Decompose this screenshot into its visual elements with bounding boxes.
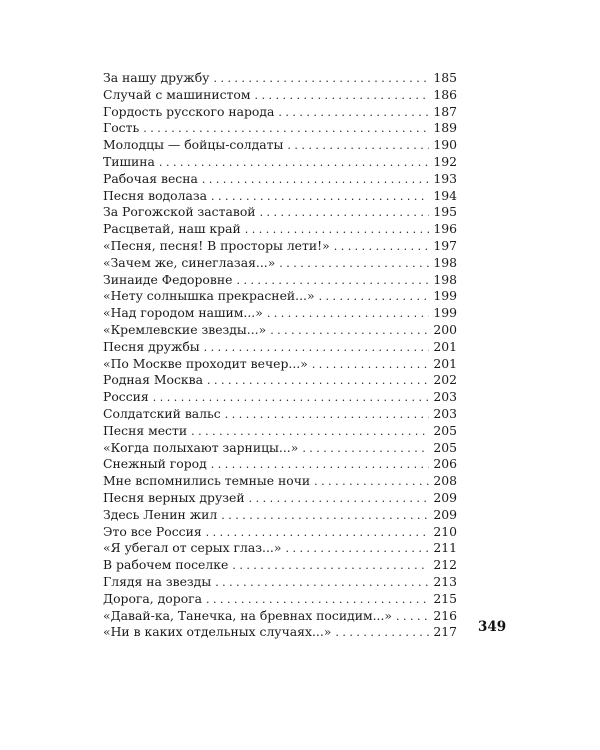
toc-entry-title: В рабочем поселке [103,557,229,573]
toc-dot-leader [314,474,429,491]
toc-entry-page: 197 [433,237,457,253]
toc-dot-leader [245,222,429,239]
toc-entry [103,322,457,339]
toc-entry-title: Песня верных друзей [103,489,245,505]
toc-entry [103,389,457,406]
toc-entry-title: Дорога, дорога [103,590,203,606]
toc-entry-page: 205 [433,422,457,438]
toc-entry-page: 210 [433,523,457,539]
toc-entry-title: Это все Россия [103,523,202,539]
toc-entry [103,288,457,305]
toc-entry [103,456,457,473]
table-of-contents [103,70,457,641]
toc-entry [103,372,457,389]
toc-entry-page: 196 [433,221,457,237]
toc-entry-title: «Я убегал от серых глаз...» [103,540,282,556]
toc-dot-leader [270,323,429,340]
toc-entry-title: За нашу дружбу [103,70,210,85]
toc-dot-leader [221,508,429,525]
toc-dot-leader [207,373,429,390]
toc-dot-leader [204,340,429,357]
toc-dot-leader [260,205,429,222]
toc-entry-page: 198 [433,254,457,270]
toc-entry [103,524,457,541]
toc-entry [103,137,457,154]
toc-dot-leader [319,289,429,306]
toc-entry-page: 192 [433,153,457,169]
toc-entry-page: 200 [433,321,457,337]
toc-entry-title: Здесь Ленин жил [103,506,218,522]
toc-entry [103,624,457,641]
toc-entry [103,339,457,356]
toc-entry-page: 202 [433,372,457,388]
toc-entry-title: Тишина [103,153,155,169]
toc-entry-title: Родная Москва [103,372,204,388]
toc-entry-page: 199 [433,288,457,304]
toc-entry-page: 209 [433,506,457,522]
toc-entry [103,221,457,238]
toc-entry-title: «Ни в каких отдельных случаях...» [103,624,332,640]
page-number: 349 [478,619,507,635]
toc-dot-leader [213,71,429,88]
toc-entry [103,490,457,507]
toc-dot-leader [206,525,429,542]
toc-dot-leader [211,457,429,474]
toc-entry-page: 213 [433,573,457,589]
toc-dot-leader [232,558,429,575]
toc-entry-title: Молодцы — бойцы-солдаты [103,137,284,153]
toc-entry-page: 206 [433,456,457,472]
toc-entry-page: 187 [433,103,457,119]
toc-entry [103,272,457,289]
toc-entry-page: 189 [433,120,457,136]
toc-entry-title: Солдатский вальс [103,405,221,421]
toc-entry [103,238,457,255]
toc-dot-leader [285,541,429,558]
toc-entry [103,204,457,221]
toc-entry-page: 193 [433,170,457,186]
toc-entry-title: Мне вспомнились темные ночи [103,473,311,489]
toc-entry-title: «Давай-ка, Танечка, на бревнах посидим...» [103,607,392,623]
toc-entry-title: «Когда полыхают зарницы...» [103,439,299,455]
toc-entry-title: Песня мести [103,422,188,438]
toc-entry-page: 209 [433,489,457,505]
toc-dot-leader [335,625,429,642]
toc-entry [103,188,457,205]
toc-entry-title: Снежный город [103,456,207,472]
toc-entry-page: 190 [433,137,457,153]
toc-entry-title: Рабочая весна [103,170,198,186]
toc-entry [103,154,457,171]
toc-dot-leader [287,138,429,155]
toc-entry-page: 216 [433,607,457,623]
toc-entry-title: Россия [103,389,149,405]
toc-entry-page: 217 [433,624,457,640]
toc-entry [103,87,457,104]
toc-entry [103,104,457,121]
toc-entry-page: 199 [433,305,457,321]
toc-entry-title: Песня дружбы [103,338,200,354]
toc-entry [103,70,457,87]
toc-entry [103,356,457,373]
toc-dot-leader [215,575,429,592]
toc-dot-leader [191,424,429,441]
toc-dot-leader [225,407,429,424]
toc-entry [103,507,457,524]
toc-entry-page: 211 [433,540,457,556]
toc-entry-title: Зинаиде Федоровне [103,271,233,287]
toc-dot-leader [302,441,429,458]
toc-entry-page: 215 [433,590,457,606]
toc-entry-page: 208 [433,473,457,489]
toc-entry-title: Песня водолаза [103,187,208,203]
toc-entry-page: 212 [433,557,457,573]
toc-dot-leader [267,306,429,323]
toc-dot-leader [211,189,429,206]
toc-entry [103,608,457,625]
toc-dot-leader [236,273,429,290]
toc-entry-title: «Кремлевские звезды...» [103,321,267,337]
toc-entry [103,440,457,457]
toc-entry [103,255,457,272]
toc-entry-page: 195 [433,204,457,220]
toc-entry [103,406,457,423]
toc-dot-leader [159,155,429,172]
toc-entry-page: 198 [433,271,457,287]
toc-dot-leader [334,239,429,256]
toc-entry-page: 185 [433,70,457,85]
toc-entry-page: 201 [433,338,457,354]
toc-dot-leader [279,256,429,273]
toc-entry [103,120,457,137]
toc-dot-leader [278,105,429,122]
toc-entry-title: «Над городом нашим...» [103,305,263,321]
toc-entry-page: 186 [433,86,457,102]
toc-entry-title: Гордость русского народа [103,103,275,119]
toc-entry-page: 205 [433,439,457,455]
toc-entry [103,423,457,440]
toc-dot-leader [153,390,429,407]
toc-entry-page: 194 [433,187,457,203]
toc-entry [103,557,457,574]
toc-dot-leader [206,592,429,609]
toc-dot-leader [396,609,429,626]
toc-dot-leader [255,88,429,105]
toc-entry-page: 201 [433,355,457,371]
toc-entry [103,171,457,188]
toc-dot-leader [312,357,429,374]
toc-entry-title: «Нету солнышка прекрасней...» [103,288,315,304]
toc-entry-title: Гость [103,120,140,136]
toc-dot-leader [249,491,429,508]
toc-entry [103,305,457,322]
toc-entry-page: 203 [433,405,457,421]
toc-entry-title: «Зачем же, синеглазая...» [103,254,276,270]
toc-entry [103,574,457,591]
toc-entry-title: За Рогожской заставой [103,204,256,220]
toc-entry [103,591,457,608]
toc-entry-title: Случай с машинистом [103,86,251,102]
toc-dot-leader [202,172,429,189]
toc-entry-title: «Песня, песня! В просторы лети!» [103,237,330,253]
toc-entry-title: «По Москве проходит вечер...» [103,355,308,371]
toc-entry-page: 203 [433,389,457,405]
toc-entry-title: Расцветай, наш край [103,221,241,237]
toc-entry-title: Глядя на звезды [103,573,212,589]
toc-dot-leader [143,121,429,138]
toc-entry [103,540,457,557]
toc-entry [103,473,457,490]
